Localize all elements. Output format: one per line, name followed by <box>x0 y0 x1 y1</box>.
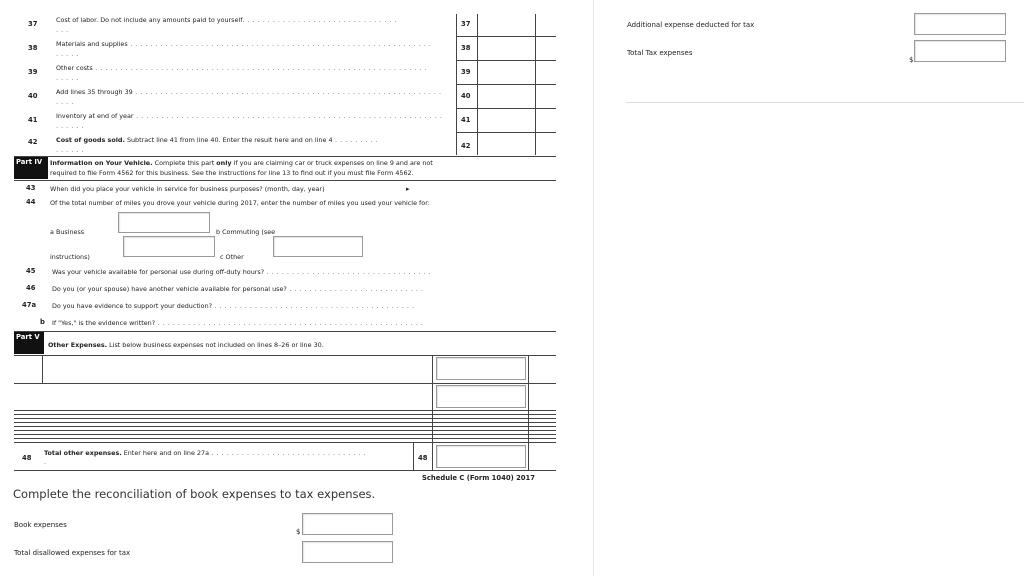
part-iv-desc: if you are claiming car or truck expenses on line 9 and are not <box>231 159 433 167</box>
line-number: 38 <box>28 44 38 52</box>
book-expenses-input[interactable] <box>302 513 393 535</box>
divider <box>528 355 529 470</box>
line-continuation: . . . . . <box>56 50 79 58</box>
line-label: Materials and supplies . . . . . . . . . . . . . . . . . . . . . . . . . . . . . . . . . . . . . . . . . . . . . . . . . . . . . . . . . . . . <box>56 40 432 48</box>
divider <box>14 430 556 431</box>
divider <box>14 426 556 427</box>
line-48-text: Enter here and on line 27a <box>121 449 209 457</box>
additional-expense-input[interactable] <box>914 13 1006 35</box>
line-text: Subtract line 41 from line 40. Enter the result here and on line 4 <box>124 136 333 144</box>
line-43-text: When did you place your vehicle in service for business purposes? (month, day, year) <box>50 185 325 193</box>
part-v-title: Other Expenses. <box>48 341 108 349</box>
total-disallowed-input[interactable] <box>302 541 393 563</box>
divider <box>14 355 556 356</box>
line-number: 42 <box>28 138 38 146</box>
line-text: Materials and supplies <box>56 40 128 48</box>
divider <box>42 355 43 383</box>
business-miles-input[interactable] <box>118 212 210 233</box>
line-number: 40 <box>28 92 38 100</box>
line-48-label: Total other expenses. Enter here and on line 27a . . . . . . . . . . . . . . . . . . . . . . . . . . . . . . . <box>44 449 366 457</box>
divider <box>14 156 556 157</box>
part-iv-desc: Complete this part <box>152 159 217 167</box>
line-continuation: . . . . <box>56 98 74 106</box>
other-miles-label: c Other <box>220 253 244 261</box>
line-48-bold: Total other expenses. <box>44 449 122 457</box>
total-other-expenses-input[interactable] <box>436 445 526 468</box>
part-iv-desc-line2: required to file Form 4562 for this business. See the instructions for line 13 to find out if you must file Form 4562. <box>50 169 414 177</box>
line-46-label: Do you (or your spouse) have another vehicle available for personal use? . . . . . . . . . . . . . . . . . . . . . . . . . . . <box>52 285 424 293</box>
box-number: 48 <box>418 454 428 462</box>
line-text-bold: Cost of goods sold. <box>56 136 125 144</box>
part-iv-title: Information on Your Vehicle. <box>50 159 153 167</box>
other-expense-amount-input[interactable] <box>436 357 526 380</box>
line-45-text: Was your vehicle available for personal use during off-duty hours? <box>52 268 265 276</box>
part-v-header <box>48 341 324 349</box>
part-iv-header <box>50 159 433 167</box>
reconciliation-heading: Complete the reconciliation of book expenses to tax expenses. <box>13 487 376 501</box>
line-47b-label: If "Yes," is the evidence written? . . . . . . . . . . . . . . . . . . . . . . . . . . . . . . . . . . . . . . . . . . . . . . . . . . . . . <box>52 319 424 327</box>
line-number: 37 <box>28 20 38 28</box>
divider <box>413 443 414 470</box>
divider <box>432 355 433 470</box>
line-label: Cost of goods sold. Subtract line 41 from line 40. Enter the result here and on line 4 . . . . . . . . . <box>56 136 379 144</box>
divider <box>14 438 556 439</box>
line-text: Other costs <box>56 64 93 72</box>
divider <box>14 422 556 423</box>
divider <box>14 470 556 471</box>
form-footer: Schedule C (Form 1040) 2017 <box>422 474 535 482</box>
panel-divider <box>593 0 594 576</box>
total-tax-expenses-label: Total Tax expenses <box>627 49 693 57</box>
line-number: 47a <box>22 301 37 309</box>
divider <box>14 434 556 435</box>
line-44-text: Of the total number of miles you drove your vehicle during 2017, enter the number of miles you used your vehicle for: <box>50 199 430 207</box>
line-continuation: . . . . . . <box>56 146 84 154</box>
divider <box>14 410 556 411</box>
line-47a-text: Do you have evidence to support your deduction? <box>52 302 213 310</box>
line-number: 48 <box>22 454 32 462</box>
dollar-sign: $ <box>909 56 914 64</box>
line-label: Add lines 35 through 39 . . . . . . . . . . . . . . . . . . . . . . . . . . . . . . . . . . . . . . . . . . . . . . . . . . . . . . . . . . . . . <box>56 88 442 96</box>
line-continuation: . . . <box>56 26 69 34</box>
line-number: 45 <box>26 267 36 275</box>
line-continuation: . . . . . <box>56 74 79 82</box>
additional-expense-label: Additional expense deducted for tax <box>627 21 755 29</box>
book-expenses-label: Book expenses <box>14 521 67 529</box>
box-number: 37 <box>461 20 471 28</box>
line-47a-label: Do you have evidence to support your deduction? . . . . . . . . . . . . . . . . . . . . . . . . . . . . . . . . . . . . . . . . <box>52 302 415 310</box>
business-miles-label: a Business <box>50 228 85 236</box>
box-number: 39 <box>461 68 471 76</box>
line-number: b <box>40 318 45 326</box>
box-number: 38 <box>461 44 471 52</box>
divider <box>626 102 1024 103</box>
dollar-sign: $ <box>296 528 301 536</box>
divider <box>456 84 556 85</box>
line-label: Other costs . . . . . . . . . . . . . . . . . . . . . . . . . . . . . . . . . . . . . . . . . . . . . . . . . . . . . . . . . . . . . . . . . . <box>56 64 427 72</box>
part-iv-only: only <box>216 159 232 167</box>
instructions-label: instructions) <box>50 253 90 261</box>
part-v-label: Part V <box>14 332 44 354</box>
other-expense-amount-input[interactable] <box>436 385 526 408</box>
total-tax-expenses-input[interactable] <box>914 40 1006 62</box>
box-number: 41 <box>461 116 471 124</box>
line-text: Cost of labor. Do not include any amounts paid to yourself <box>56 16 243 24</box>
arrow-icon: ▸ <box>406 185 410 193</box>
commuting-miles-label: b Commuting (see <box>216 228 276 236</box>
line-label: Cost of labor. Do not include any amounts paid to yourself. . . . . . . . . . . . . . . . . . . . . . . . . . . . . . . <box>56 16 397 24</box>
line-text: Inventory at end of year <box>56 112 134 120</box>
line-number: 41 <box>28 116 38 124</box>
total-disallowed-label: Total disallowed expenses for tax <box>14 549 131 557</box>
part-v-desc: List below business expenses not included on lines 8–26 or line 30. <box>107 341 324 349</box>
line-46-text: Do you (or your spouse) have another vehicle available for personal use? <box>52 285 287 293</box>
divider <box>14 383 556 384</box>
line-continuation: . . . . . . <box>56 122 84 130</box>
divider <box>14 331 556 332</box>
divider <box>456 132 556 133</box>
divider <box>14 418 556 419</box>
other-miles-input[interactable] <box>273 236 363 257</box>
divider <box>14 442 556 443</box>
line-number: 39 <box>28 68 38 76</box>
line-label: Inventory at end of year . . . . . . . . . . . . . . . . . . . . . . . . . . . . . . . . . . . . . . . . . . . . . . . . . . . . . . . . . . . . . <box>56 112 443 120</box>
line-45-label: Was your vehicle available for personal use during off-duty hours? . . . . . . . . . . . . . . . . . . . . . . . . . . . . . . . . . <box>52 268 432 276</box>
divider <box>14 414 556 415</box>
part-iv-label: Part IV <box>14 157 48 179</box>
commuting-miles-input[interactable] <box>123 236 215 257</box>
line-number: 43 <box>26 184 36 192</box>
box-number: 42 <box>461 142 471 150</box>
line-text: Add lines 35 through 39 <box>56 88 133 96</box>
line-continuation: . <box>44 458 47 466</box>
line-number: 44 <box>26 198 36 206</box>
divider <box>456 60 556 61</box>
divider <box>456 108 556 109</box>
line-number: 46 <box>26 284 36 292</box>
line-47b-text: If "Yes," is the evidence written? <box>52 319 156 327</box>
divider <box>14 180 556 181</box>
box-number: 40 <box>461 92 471 100</box>
divider <box>456 36 556 37</box>
